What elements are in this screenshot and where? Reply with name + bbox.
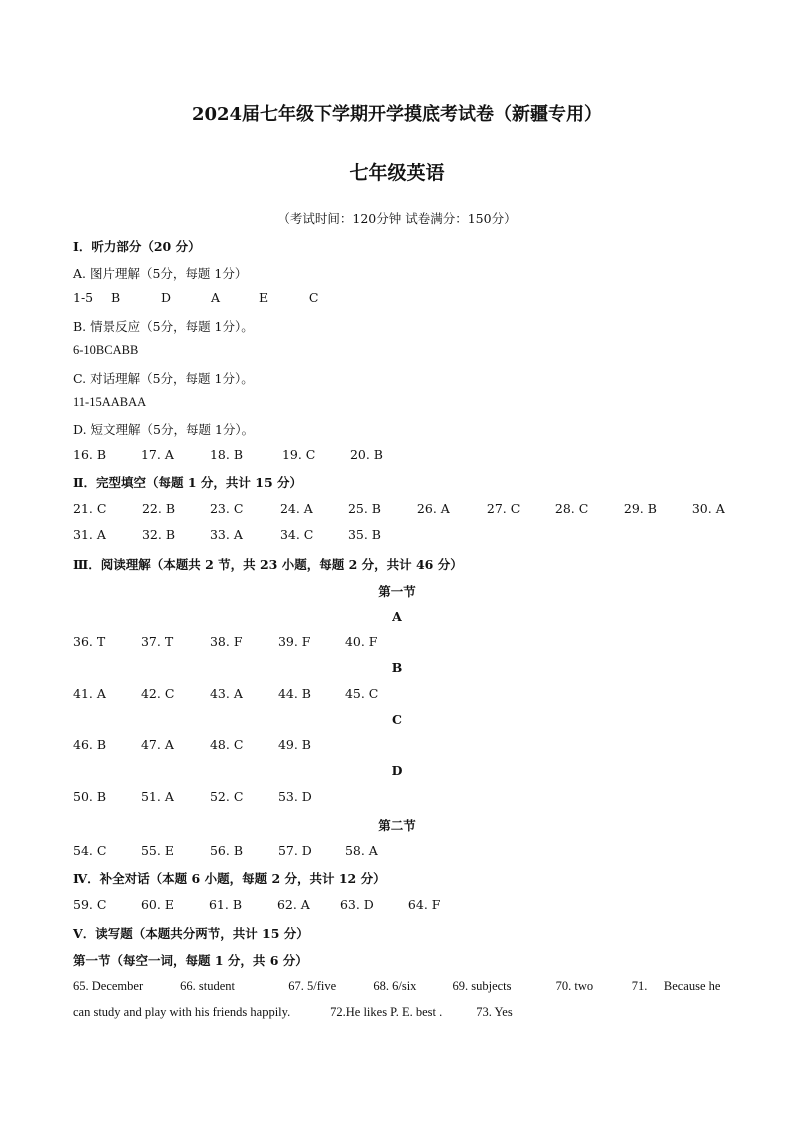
passage-c-answers [73, 737, 311, 752]
answer: can study and play with his friends happily. [73, 1005, 291, 1019]
answer: 43. A [209, 686, 243, 701]
section-1a-heading: A. 图片理解（5分，每题 1分） [73, 266, 248, 281]
passage-c-label: C [392, 712, 402, 727]
answer: 16. B [73, 447, 107, 462]
section-5-part-1-heading: 第一节（每空一词，每题 1 分，共 6 分） [73, 953, 308, 968]
answer: 61. B [208, 897, 243, 912]
answer: 48. C [209, 737, 244, 752]
answer: 41. A [73, 686, 106, 701]
passage-d-label: D [391, 763, 403, 778]
section-1c-answers: 11-15AABAA [73, 395, 147, 409]
section-1b-answers: 6-10BCABB [73, 343, 139, 357]
answer: 24. A [279, 501, 313, 516]
answer: 45. C [344, 686, 379, 701]
section-3-part-1-heading: 第一节 [378, 584, 416, 599]
answer: 66. student [180, 979, 235, 993]
answer: D [160, 290, 171, 305]
answer: 19. C [281, 447, 316, 462]
section-5-heading: Ⅴ．读写题（本题共分两节，共计 15 分） [73, 926, 309, 941]
answer: 17. A [140, 447, 174, 462]
answer: 68. 6/six [373, 979, 417, 993]
section-1b-heading: B. 情景反应（5分，每题 1分）。 [73, 319, 254, 334]
answer: 59. C [73, 897, 107, 912]
section-3-part-2-heading: 第二节 [378, 818, 416, 833]
answer: 28. C [554, 501, 589, 516]
answer: 67. 5/five [288, 979, 337, 993]
section-5-answers-line-2 [73, 1005, 513, 1020]
answer: E [258, 290, 269, 305]
answer: 51. A [140, 789, 174, 804]
answer: 23. C [209, 501, 244, 516]
answer: 29. B [623, 501, 657, 516]
answer: 64. F [407, 897, 441, 912]
section-3-heading: Ⅲ．阅读理解（本题共 2 节，共 23 小题，每题 2 分，共计 46 分） [73, 557, 463, 572]
answer: 30. A [691, 501, 725, 516]
answer: 70. two [555, 979, 594, 993]
answer: A [210, 290, 220, 305]
answer: 60. E [140, 897, 174, 912]
answer: 35. B [347, 527, 381, 542]
passage-b-answers [73, 686, 378, 701]
answer: 37. T [140, 634, 174, 649]
answer: 36. T [73, 634, 106, 649]
answer: 50. B [73, 789, 107, 804]
answer: 72.He likes P. E. best . [330, 1005, 443, 1019]
answer: 71. [631, 979, 648, 993]
answer: 47. A [140, 737, 174, 752]
answer: 27. C [486, 501, 521, 516]
answer: 20. B [349, 447, 383, 462]
answer: 34. C [279, 527, 314, 542]
answer: 31. A [73, 527, 106, 542]
answer: 58. A [344, 843, 378, 858]
answer: 46. B [73, 737, 107, 752]
answer: 44. B [277, 686, 311, 701]
document-subtitle: 七年级英语 [349, 162, 445, 184]
answer: 54. C [73, 843, 107, 858]
answer: 69. subjects [452, 979, 512, 993]
answer: 73. Yes [476, 1005, 513, 1019]
answer: 25. B [347, 501, 381, 516]
answer: 32. B [141, 527, 176, 542]
answer: 49. B [277, 737, 311, 752]
answer: 57. D [277, 843, 312, 858]
passage-a-label: A [392, 609, 402, 624]
passage-d-answers [73, 789, 312, 804]
answer: 39. F [277, 634, 311, 649]
section-1d-heading: D. 短文理解（5分，每题 1分）。 [73, 422, 255, 437]
answer: 42. C [140, 686, 175, 701]
answer: 21. C [73, 501, 107, 516]
answer: 62. A [276, 897, 310, 912]
section-1-heading: Ⅰ．听力部分（20 分） [73, 239, 201, 254]
answer: 26. A [416, 501, 450, 516]
section-1d-answers [73, 447, 383, 462]
answer: 33. A [209, 527, 243, 542]
answer: 65. December [73, 979, 144, 993]
section-3-part-2-answers [73, 843, 378, 858]
document-title: 2024届七年级下学期开学摸底考试卷（新疆专用） [191, 104, 603, 125]
answer: 56. B [209, 843, 244, 858]
answer: 53. D [277, 789, 312, 804]
answer: B [110, 290, 121, 305]
exam-meta: （考试时间：120分钟 试卷满分：150分） [277, 211, 517, 226]
answer: 40. F [344, 634, 378, 649]
section-2-heading: Ⅱ．完型填空（每题 1 分，共计 15 分） [73, 475, 303, 490]
answer: Because he [663, 979, 721, 993]
answer: 22. B [141, 501, 176, 516]
answer: 18. B [209, 447, 244, 462]
section-1a-answers [73, 290, 319, 305]
section-4-heading: Ⅳ．补全对话（本题 6 小题，每题 2 分，共计 12 分） [73, 871, 386, 886]
answer: 38. F [209, 634, 243, 649]
section-4-answers [73, 897, 440, 912]
answer: 55. E [140, 843, 174, 858]
passage-b-label: B [391, 660, 403, 675]
answer: 63. D [339, 897, 374, 912]
section-5-answers-line-1 [73, 979, 720, 994]
section-2-answers-row-2 [73, 527, 381, 542]
section-1c-heading: C. 对话理解（5分，每题 1分）。 [73, 371, 254, 386]
passage-a-answers [73, 634, 377, 649]
answer: C [308, 290, 319, 305]
answer-label: 1-5 [73, 290, 94, 305]
answer: 52. C [209, 789, 244, 804]
section-2-answers-row-1 [73, 501, 725, 516]
